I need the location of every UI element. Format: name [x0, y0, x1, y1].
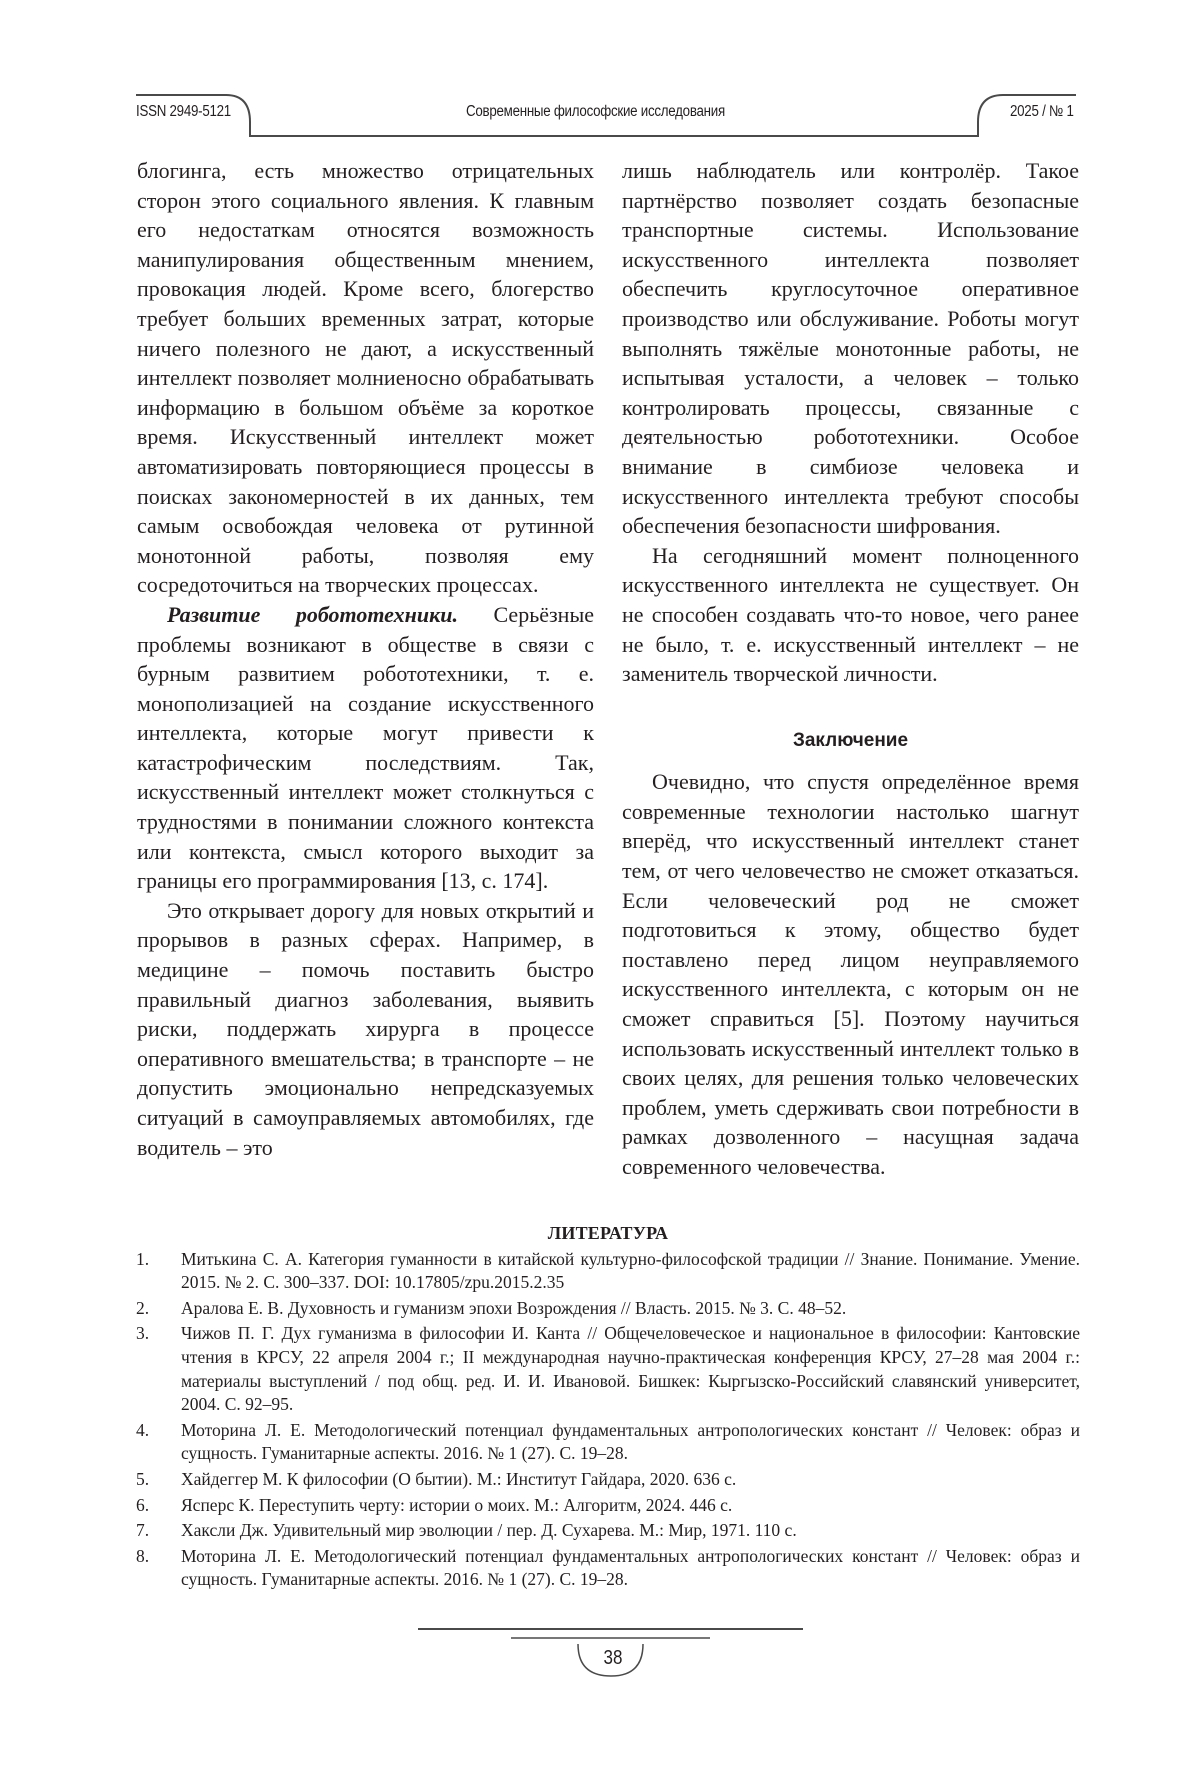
reference-text: Чижов П. Г. Дух гуманизма в философии И. Канта // Общечеловеческое и национальное в философии: Кантовские чтения в КРСУ, 22 апреля 2004 г.; II международная научно-практическая конференция КРСУ, 27–28 мая 2004 г.: материалы выступлений / под общ. ред. И. И. Ивановой. Бишкек: Кыргызско-Российский славянский университет, 2004. С. 92–95. — [181, 1323, 1080, 1415]
reference-number: 7. — [136, 1520, 150, 1541]
header-frame-lines — [0, 0, 1200, 150]
references-section — [136, 1222, 1080, 1594]
reference-number: 8. — [136, 1545, 150, 1566]
paragraph: лишь наблюдатель или контролёр. Такое партнёрство позволяет создать безопасные транспортные системы. Использование искусственного интеллекта позволяет обеспечить круглосуточное оперативное производство или обслуживание. Роботы могут выполнять тяжёлые монотонные работы, не испытывая усталости, а человек – только контролировать процессы, связанные с деятельностью робототехники. Особое внимание в симбиозе человека и искусственного интеллекта требуют способы обеспечения безопасности шифрования. — [622, 158, 1079, 539]
reference-item — [136, 1297, 1080, 1321]
journal-title: Современные философские исследования — [466, 103, 725, 120]
reference-item — [136, 1545, 1080, 1592]
reference-text: Аралова Е. В. Духовность и гуманизм эпохи Возрождения // Власть. 2015. № 3. С. 48–52. — [181, 1297, 847, 1318]
run-in-heading: Развитие робототехники. — [167, 601, 458, 627]
reference-text: Моторина Л. Е. Методологический потенциал фундаментальных антропологических констант // Человек: образ и сущность. Гуманитарные аспекты. 2016. № 1 (27). С. 19–28. — [181, 1419, 1080, 1464]
paragraph: Это открывает дорогу для новых открытий и прорывов в разных сферах. Например, в медицине – помочь поставить быстро правильный диагноз заболевания, выявить риски, поддержать хирурга в процессе оперативного вмешательства; в транспорте – не допустить эмоционально непредсказуемых ситуаций в самоуправляемых автомобилях, где водитель – это — [137, 897, 594, 1160]
section-heading-conclusion: Заключение — [792, 729, 909, 751]
page-footer — [0, 1620, 1200, 1720]
reference-item — [136, 1322, 1080, 1416]
paragraph — [137, 600, 594, 896]
reference-number: 4. — [136, 1419, 150, 1440]
reference-text: Моторина Л. Е. Методологический потенциал фундаментальных антропологических констант // Человек: образ и сущность. Гуманитарные аспекты. 2016. № 1 (27). С. 19–28. — [181, 1545, 1080, 1590]
reference-text: Хайдеггер М. К философии (О бытии). М.: Институт Гайдара, 2020. 636 с. — [181, 1468, 737, 1489]
reference-number: 6. — [136, 1494, 150, 1515]
issue-number: 2025 / № 1 — [1010, 103, 1074, 120]
reference-item — [136, 1519, 1080, 1543]
reference-number: 2. — [136, 1297, 150, 1318]
paragraph-text: Серьёзные проблемы возникают в обществе в связи с бурным развитием робототехники, т. е. монополизацией на создание искусственного интеллекта, которые могут привести к катастрофическим последствиям. Так, искусственный интеллект может столкнуться с трудностями в понимании сложного контекста или контекста, смысл которого выходит за границы его программирования [13, с. 174]. — [137, 601, 594, 894]
left-column — [137, 156, 594, 1162]
issn: ISSN 2949-5121 — [136, 103, 231, 120]
reference-item — [136, 1468, 1080, 1492]
reference-item — [136, 1494, 1080, 1518]
page-number: 38 — [603, 1647, 623, 1669]
references-title: ЛИТЕРАТУРА — [547, 1223, 669, 1243]
footer-ornament — [0, 1620, 1200, 1720]
reference-number: 5. — [136, 1468, 150, 1489]
reference-item — [136, 1248, 1080, 1295]
paragraph: Очевидно, что спустя определённое время современные технологии настолько шагнут вперёд, что искусственный интеллект станет тем, от чего человечество не сможет отказаться. Если человеческий род не сможет подготовиться к этому, общество будет поставлено перед лицом неуправляемого искусственного интеллекта, с которым он не сможет справиться [5]. Поэтому научиться использовать искусственный интеллект только в своих целях, для решения только человеческих проблем, уметь сдерживать свои потребности в рамках дозволенного – насущная задача современного человечества. — [622, 769, 1079, 1179]
running-header — [0, 0, 1200, 150]
reference-number: 3. — [136, 1323, 150, 1344]
paragraph: блогинга, есть множество отрицательных сторон этого социального явления. К главным его недостаткам относятся возможность манипулирования общественным мнением, провокация людей. Кроме всего, блогерство требует больших временных затрат, которые ничего полезного не дают, а искусственный интеллект позволяет молниеносно обрабатывать информацию в большом объёме за короткое время. Искусственный интеллект может автоматизировать повторяющиеся процессы в поисках закономерностей в их данных, тем самым освобождая человека от рутинной монотонной работы, позволяя ему сосредоточиться на творческих процессах. — [137, 158, 594, 598]
right-column — [622, 156, 1079, 1182]
reference-item — [136, 1419, 1080, 1466]
reference-text: Хаксли Дж. Удивительный мир эволюции / пер. Д. Сухарева. М.: Мир, 1971. 110 с. — [181, 1520, 797, 1541]
reference-text: Митькина С. А. Категория гуманности в китайской культурно-философской традиции // Знание. Понимание. Умение. 2015. № 2. С. 300–337. DOI: 10.17805/zpu.2015.2.35 — [181, 1248, 1080, 1293]
reference-text: Ясперс К. Переступить черту: истории о моих. М.: Алгоритм, 2024. 446 с. — [181, 1494, 733, 1515]
paragraph: На сегодняшний момент полноценного искусственного интеллекта не существует. Он не способен создавать что-то новое, чего ранее не было, т. е. искусственный интеллект – не заменитель творческой личности. — [622, 542, 1079, 687]
reference-number: 1. — [136, 1248, 150, 1269]
